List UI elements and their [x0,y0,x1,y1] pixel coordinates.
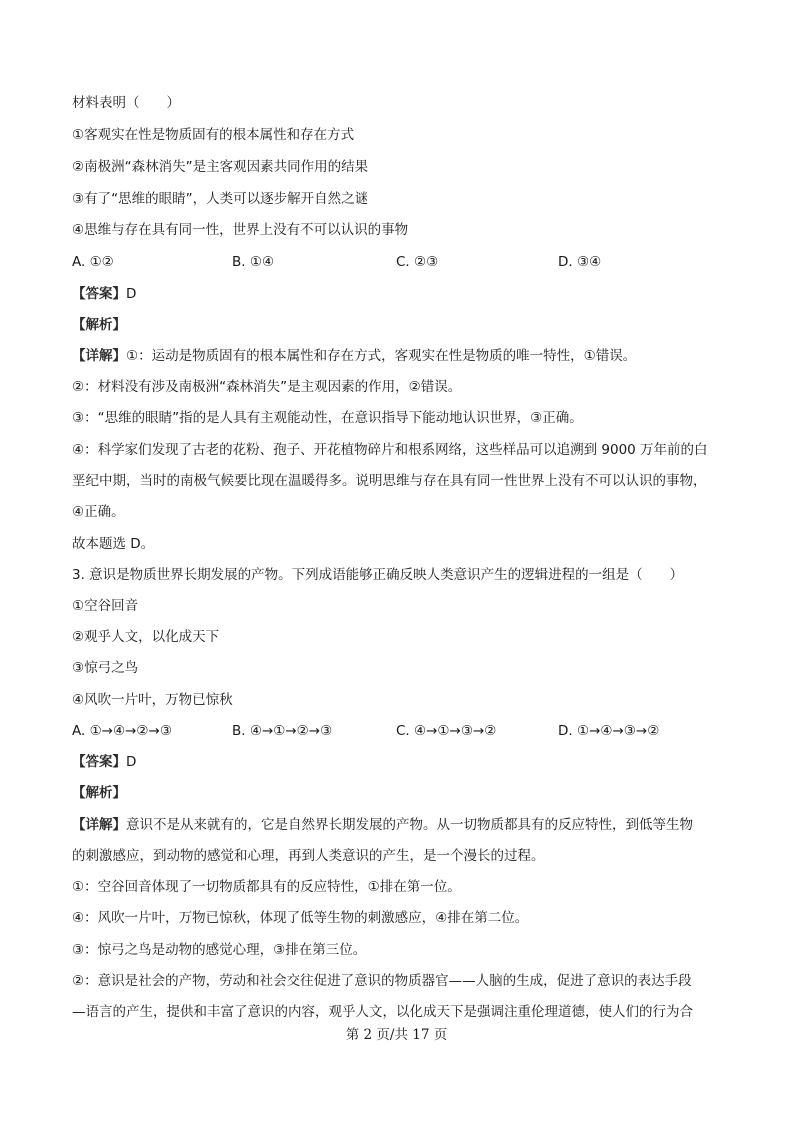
q2-answer [72,284,136,304]
q3-detail-6: ②：意识是社会的产物，劳动和社会交往促进了意识的物质器官——人脑的生成，促进了意识的表达手段 [72,973,692,989]
q2-item-4: ④思维与存在具有同一性，世界上没有不可以认识的事物 [72,222,409,238]
q3-detail-3: ①：空谷回音体现了一切物质都具有的反应特性，①排在第一位。 [72,879,461,895]
analysis-tag: 【解析】 [72,317,126,333]
q3-analysis [72,783,126,803]
q2-option-c: C. ②③ [396,254,439,270]
q2-detail-4: ④：科学家们发现了古老的花粉、孢子、开花植物碎片和根系网络，这些样品可以追溯到 9000 万年前的白 [72,442,708,458]
q3-answer [72,752,136,772]
analysis-tag: 【解析】 [72,785,126,801]
q3-detail-4: ④：风吹一片叶，万物已惊秋，体现了低等生物的刺激感应，④排在第二位。 [72,910,529,926]
page-number: 第 2 页/共 17 页 [345,1027,448,1043]
q2-option-b: B. ①④ [232,254,275,270]
q2-option-d: D. ③④ [558,254,602,270]
q3-item-1: ①空谷回音 [72,598,139,614]
q3-item-3: ③惊弓之鸟 [72,660,139,676]
answer-value: D [126,754,137,770]
q3-option-c: C. ④→①→③→② [396,723,497,739]
q3-option-a: A. ①→④→②→③ [72,723,172,739]
q3-item-4: ④风吹一片叶，万物已惊秋 [72,692,233,708]
q2-detail-6: ④正确。 [72,504,125,520]
answer-value: D [126,286,137,302]
q3-detail-2: 的刺激感应，到动物的感觉和心理，再到人类意识的产生，是一个漫长的过程。 [72,848,545,864]
q2-option-a: A. ①② [72,254,114,270]
q3-option-b: B. ④→①→②→③ [232,723,333,739]
answer-tag: 【答案】 [72,754,126,770]
q3-detail-5: ③：惊弓之鸟是动物的感觉心理，③排在第三位。 [72,942,367,958]
q2-stem: 材料表明（ ） [72,95,180,111]
q2-detail-3: ③：“思维的眼睛”指的是人具有主观能动性，在意识指导下能动地认识世界，③正确。 [72,410,583,426]
q2-item-3: ③有了“思维的眼睛”，人类可以逐步解开自然之谜 [72,191,369,207]
answer-tag: 【答案】 [72,286,126,302]
q3-detail-1: 【详解】意识不是从来就有的，它是自然界长期发展的产物。从一切物质都具有的反应特性，到低等生物 [72,817,693,833]
detail-tag: 【详解】 [72,817,126,833]
q3-stem: 3. 意识是物质世界长期发展的产物。下列成语能够正确反映人类意识产生的逻辑进程的一组是（ ） [72,567,684,583]
q2-detail-5: 垩纪中期，当时的南极气候要比现在温暖得多。说明思维与存在具有同一性世界上没有不可以认识的事物， [72,473,707,489]
q2-item-2: ②南极洲“森林消失”是主客观因素共同作用的结果 [72,159,369,175]
q2-analysis [72,315,126,335]
q3-detail-7: —语言的产生，提供和丰富了意识的内容，观乎人文，以化成天下是强调注重伦理道德，使人们的行为合 [72,1004,693,1020]
q2-detail-1: 【详解】①：运动是物质固有的根本属性和存在方式，客观实在性是物质的唯一特性，①错误。 [72,348,637,364]
q2-detail-7: 故本题选 D。 [72,536,155,552]
q3-item-2: ②观乎人文，以化成天下 [72,629,220,645]
q3-option-d: D. ①→④→③→② [558,723,660,739]
q2-item-1: ①客观实在性是物质固有的根本属性和存在方式 [72,127,355,143]
detail-tag: 【详解】 [72,348,126,364]
q2-detail-2: ②：材料没有涉及南极洲“森林消失”是主观因素的作用，②错误。 [72,379,462,395]
